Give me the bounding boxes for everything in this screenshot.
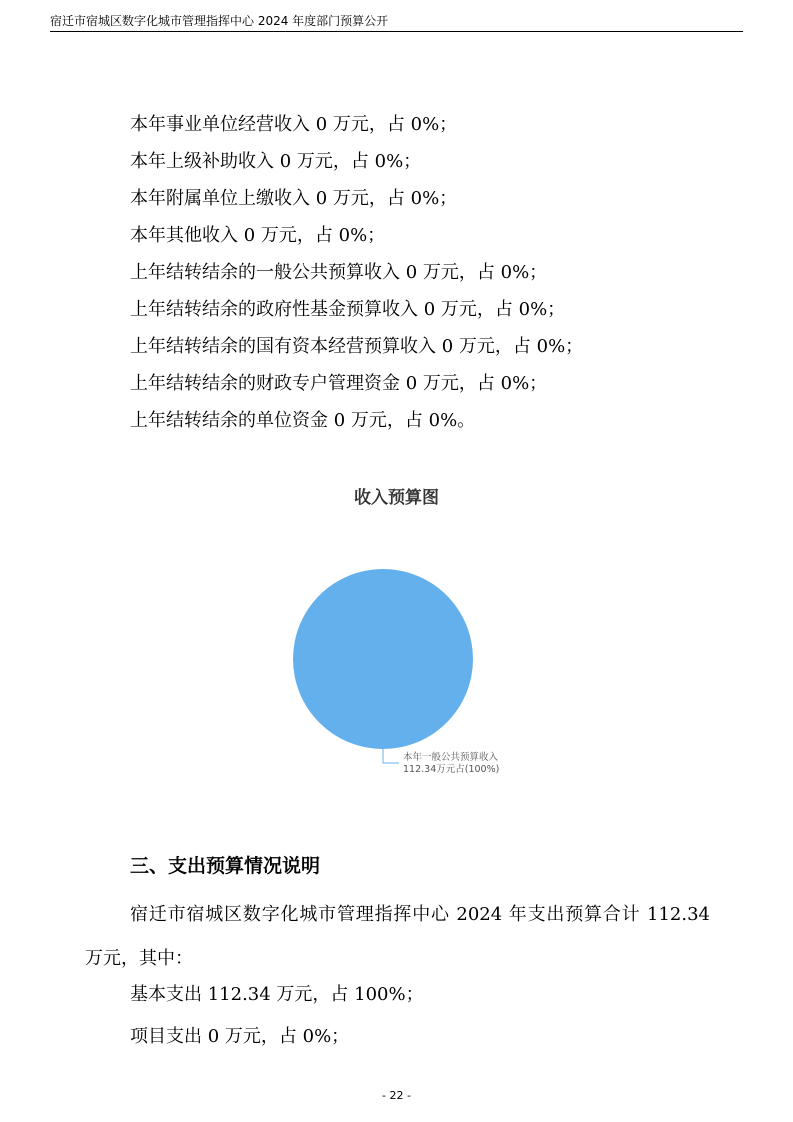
expense-line-project: 项目支出 0 万元，占 0%； bbox=[130, 1026, 350, 1047]
income-item: 上年结转结余的单位资金 0 万元，占 0%。 bbox=[130, 410, 476, 431]
page-header: 宿迁市宿城区数字化城市管理指挥中心 2024 年度部门预算公开 bbox=[50, 14, 389, 28]
pie-label-leader-line bbox=[383, 749, 399, 763]
section-title: 三、支出预算情况说明 bbox=[130, 855, 321, 877]
pie-slice-label-name: 本年一般公共预算收入 bbox=[403, 752, 499, 763]
income-item: 本年其他收入 0 万元，占 0%； bbox=[130, 225, 386, 246]
expense-summary-paragraph: 宿迁市宿城区数字化城市管理指挥中心 2024 年支出预算合计 112.34 万元，其中： bbox=[85, 904, 710, 969]
income-item: 本年事业单位经营收入 0 万元，占 0%； bbox=[130, 114, 458, 135]
income-item: 上年结转结余的政府性基金预算收入 0 万元，占 0%； bbox=[130, 299, 566, 320]
income-item: 本年附属单位上缴收入 0 万元，占 0%； bbox=[130, 188, 458, 209]
income-item: 上年结转结余的国有资本经营预算收入 0 万元，占 0%； bbox=[130, 336, 584, 357]
page-number: - 22 - bbox=[382, 1089, 411, 1102]
pie-slice-label-value: 112.34万元占(100%) bbox=[403, 764, 500, 775]
pie-slice-label bbox=[403, 752, 499, 776]
expense-line-basic: 基本支出 112.34 万元，占 100%； bbox=[130, 984, 424, 1005]
income-item: 上年结转结余的一般公共预算收入 0 万元，占 0%； bbox=[130, 262, 548, 283]
pie-slice bbox=[293, 569, 473, 749]
income-item: 上年结转结余的财政专户管理资金 0 万元，占 0%； bbox=[130, 373, 548, 394]
chart-title: 收入预算图 bbox=[354, 488, 439, 508]
income-item: 本年上级补助收入 0 万元，占 0%； bbox=[130, 151, 422, 172]
